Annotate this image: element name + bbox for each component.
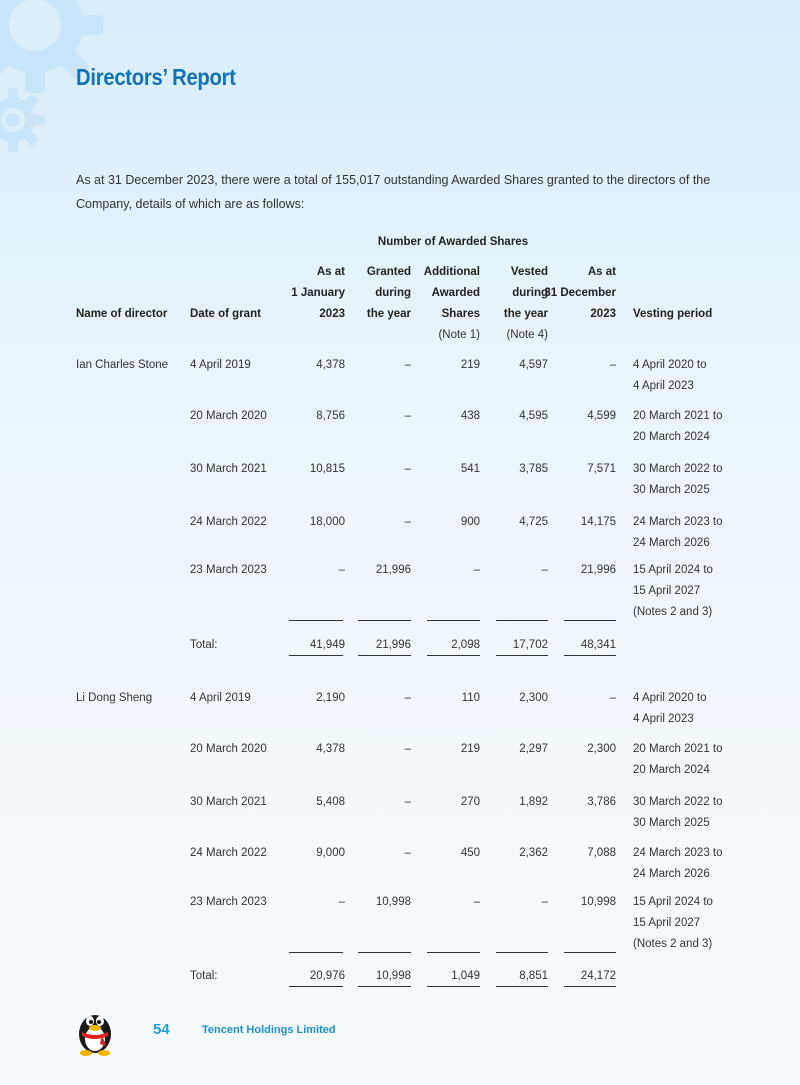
company-name: Tencent Holdings Limited — [202, 1024, 336, 1036]
page-number: 54 — [153, 1021, 170, 1038]
cell-c4: 4,725 — [519, 516, 548, 528]
total-c5: 24,172 — [580, 970, 616, 982]
cell-c3: – — [473, 564, 480, 576]
cell-c5: 7,088 — [587, 847, 616, 859]
header-vest: Vesting period — [633, 308, 713, 320]
vesting-period: 24 March 2026 — [633, 868, 710, 880]
vesting-period: 15 April 2024 to — [633, 564, 713, 576]
cell-c5: 7,571 — [587, 463, 616, 475]
vesting-period: 30 March 2025 — [633, 484, 710, 496]
header-c5: As at — [587, 266, 616, 278]
vesting-period: 15 April 2024 to — [633, 896, 713, 908]
header-c3: (Note 1) — [438, 329, 480, 341]
vesting-period: 30 March 2022 to — [633, 796, 723, 808]
total-c2: 21,996 — [375, 639, 411, 651]
cell-c2: – — [404, 463, 411, 475]
cell-c1: 4,378 — [316, 359, 345, 371]
vesting-period: 15 April 2027 — [633, 585, 701, 597]
cell-c5: – — [609, 359, 616, 371]
page-title: Directors’ Report — [76, 64, 236, 90]
vesting-period: 24 March 2026 — [633, 537, 710, 549]
header-c1: 1 January — [291, 287, 345, 299]
penguin-mascot-icon — [74, 1006, 116, 1056]
header-name: Name of director — [76, 308, 168, 320]
cell-c2: – — [404, 359, 411, 371]
cell-c1: 18,000 — [309, 516, 345, 528]
cell-c5: – — [609, 692, 616, 704]
cell-c2: – — [404, 796, 411, 808]
header-c2: during — [375, 287, 411, 299]
grant-date: 30 March 2021 — [190, 463, 267, 475]
total-underline — [496, 655, 548, 656]
group-header: Number of Awarded Shares — [377, 236, 529, 248]
cell-c3: 900 — [460, 516, 480, 528]
total-underline — [358, 986, 411, 987]
total-underline — [289, 655, 343, 656]
subtotal-rule — [427, 620, 480, 621]
total-c2: 10,998 — [375, 970, 411, 982]
vesting-period: (Notes 2 and 3) — [633, 938, 713, 950]
header-c4: the year — [503, 308, 548, 320]
header-c4: Vested — [510, 266, 548, 278]
total-underline — [358, 655, 411, 656]
vesting-period: 20 March 2024 — [633, 431, 710, 443]
cell-c3: 110 — [461, 692, 480, 704]
grant-date: 20 March 2020 — [190, 410, 267, 422]
cell-c4: – — [541, 564, 548, 576]
header-c2: the year — [366, 308, 411, 320]
cell-c1: – — [338, 564, 345, 576]
subtotal-rule — [358, 952, 411, 953]
cell-c4: – — [541, 896, 548, 908]
vesting-period: 24 March 2023 to — [633, 516, 723, 528]
cell-c1: – — [338, 896, 345, 908]
vesting-period: 30 March 2025 — [633, 817, 710, 829]
cell-c2: – — [404, 743, 411, 755]
cell-c3: 438 — [460, 410, 480, 422]
vesting-period: 4 April 2023 — [633, 380, 694, 392]
total-underline — [564, 986, 616, 987]
total-c3: 1,049 — [451, 970, 480, 982]
header-c5: 31 December — [544, 287, 616, 299]
cell-c3: 219 — [460, 743, 480, 755]
director-name: Li Dong Sheng — [76, 692, 153, 704]
cell-c3: 219 — [460, 359, 480, 371]
total-c4: 8,851 — [519, 970, 548, 982]
grant-date: 23 March 2023 — [190, 896, 267, 908]
grant-date: 20 March 2020 — [190, 743, 267, 755]
cell-c2: 21,996 — [375, 564, 411, 576]
vesting-period: 30 March 2022 to — [633, 463, 723, 475]
gear-icon — [0, 85, 48, 155]
vesting-period: 20 March 2021 to — [633, 743, 723, 755]
header-c3: Additional — [423, 266, 480, 278]
total-c5: 48,341 — [580, 639, 616, 651]
subtotal-rule — [496, 620, 548, 621]
cell-c5: 4,599 — [587, 410, 616, 422]
header-c5: 2023 — [590, 308, 616, 320]
grant-date: 4 April 2019 — [190, 359, 251, 371]
cell-c2: 10,998 — [375, 896, 411, 908]
subtotal-rule — [289, 620, 343, 621]
cell-c1: 8,756 — [316, 410, 345, 422]
cell-c5: 2,300 — [587, 743, 616, 755]
intro-paragraph: As at 31 December 2023, there were a total of 155,017 outstanding Awarded Shares granted to the directors of the Company, details of which are as follows: — [76, 173, 711, 211]
cell-c5: 3,786 — [587, 796, 616, 808]
header-c4: (Note 4) — [506, 329, 548, 341]
grant-date: 24 March 2022 — [190, 847, 267, 859]
cell-c2: – — [404, 847, 411, 859]
vesting-period: 20 March 2021 to — [633, 410, 723, 422]
cell-c4: 4,597 — [519, 359, 548, 371]
director-name: Ian Charles Stone — [76, 359, 169, 371]
subtotal-rule — [358, 620, 411, 621]
cell-c1: 4,378 — [316, 743, 345, 755]
cell-c1: 5,408 — [316, 796, 345, 808]
cell-c5: 21,996 — [580, 564, 616, 576]
vesting-period: 4 April 2023 — [633, 713, 694, 725]
cell-c5: 14,175 — [580, 516, 616, 528]
total-c4: 17,702 — [512, 639, 548, 651]
total-underline — [564, 655, 616, 656]
total-underline — [496, 986, 548, 987]
cell-c2: – — [404, 692, 411, 704]
header-c2: Granted — [366, 266, 411, 278]
vesting-period: (Notes 2 and 3) — [633, 606, 713, 618]
vesting-period: 24 March 2023 to — [633, 847, 723, 859]
subtotal-rule — [496, 952, 548, 953]
subtotal-rule — [427, 952, 480, 953]
cell-c4: 4,595 — [519, 410, 548, 422]
total-underline — [289, 986, 343, 987]
header-c3: Shares — [441, 308, 480, 320]
total-underline — [427, 986, 480, 987]
total-c1: 41,949 — [309, 639, 345, 651]
header-c1: 2023 — [319, 308, 345, 320]
cell-c3: – — [473, 896, 480, 908]
cell-c2: – — [404, 516, 411, 528]
cell-c4: 2,362 — [519, 847, 548, 859]
grant-date: 30 March 2021 — [190, 796, 267, 808]
vesting-period: 20 March 2024 — [633, 764, 710, 776]
cell-c1: 10,815 — [309, 463, 345, 475]
cell-c3: 450 — [460, 847, 480, 859]
total-label: Total: — [190, 970, 218, 982]
grant-date: 24 March 2022 — [190, 516, 267, 528]
cell-c4: 2,297 — [519, 743, 548, 755]
cell-c4: 1,892 — [519, 796, 548, 808]
cell-c1: 2,190 — [316, 692, 345, 704]
header-c1: As at — [316, 266, 345, 278]
cell-c4: 3,785 — [519, 463, 548, 475]
grant-date: 23 March 2023 — [190, 564, 267, 576]
header-c4: during — [512, 287, 548, 299]
total-label: Total: — [190, 639, 218, 651]
subtotal-rule — [289, 952, 343, 953]
vesting-period: 15 April 2027 — [633, 917, 701, 929]
total-underline — [427, 655, 480, 656]
cell-c1: 9,000 — [316, 847, 345, 859]
vesting-period: 4 April 2020 to — [633, 359, 707, 371]
cell-c5: 10,998 — [580, 896, 616, 908]
header-date: Date of grant — [190, 308, 261, 320]
cell-c2: – — [404, 410, 411, 422]
header-c3: Awarded — [431, 287, 480, 299]
cell-c3: 541 — [460, 463, 480, 475]
total-c1: 20,976 — [309, 970, 345, 982]
vesting-period: 4 April 2020 to — [633, 692, 707, 704]
grant-date: 4 April 2019 — [190, 692, 251, 704]
subtotal-rule — [564, 620, 616, 621]
cell-c3: 270 — [460, 796, 480, 808]
subtotal-rule — [564, 952, 616, 953]
cell-c4: 2,300 — [519, 692, 548, 704]
total-c3: 2,098 — [451, 639, 480, 651]
